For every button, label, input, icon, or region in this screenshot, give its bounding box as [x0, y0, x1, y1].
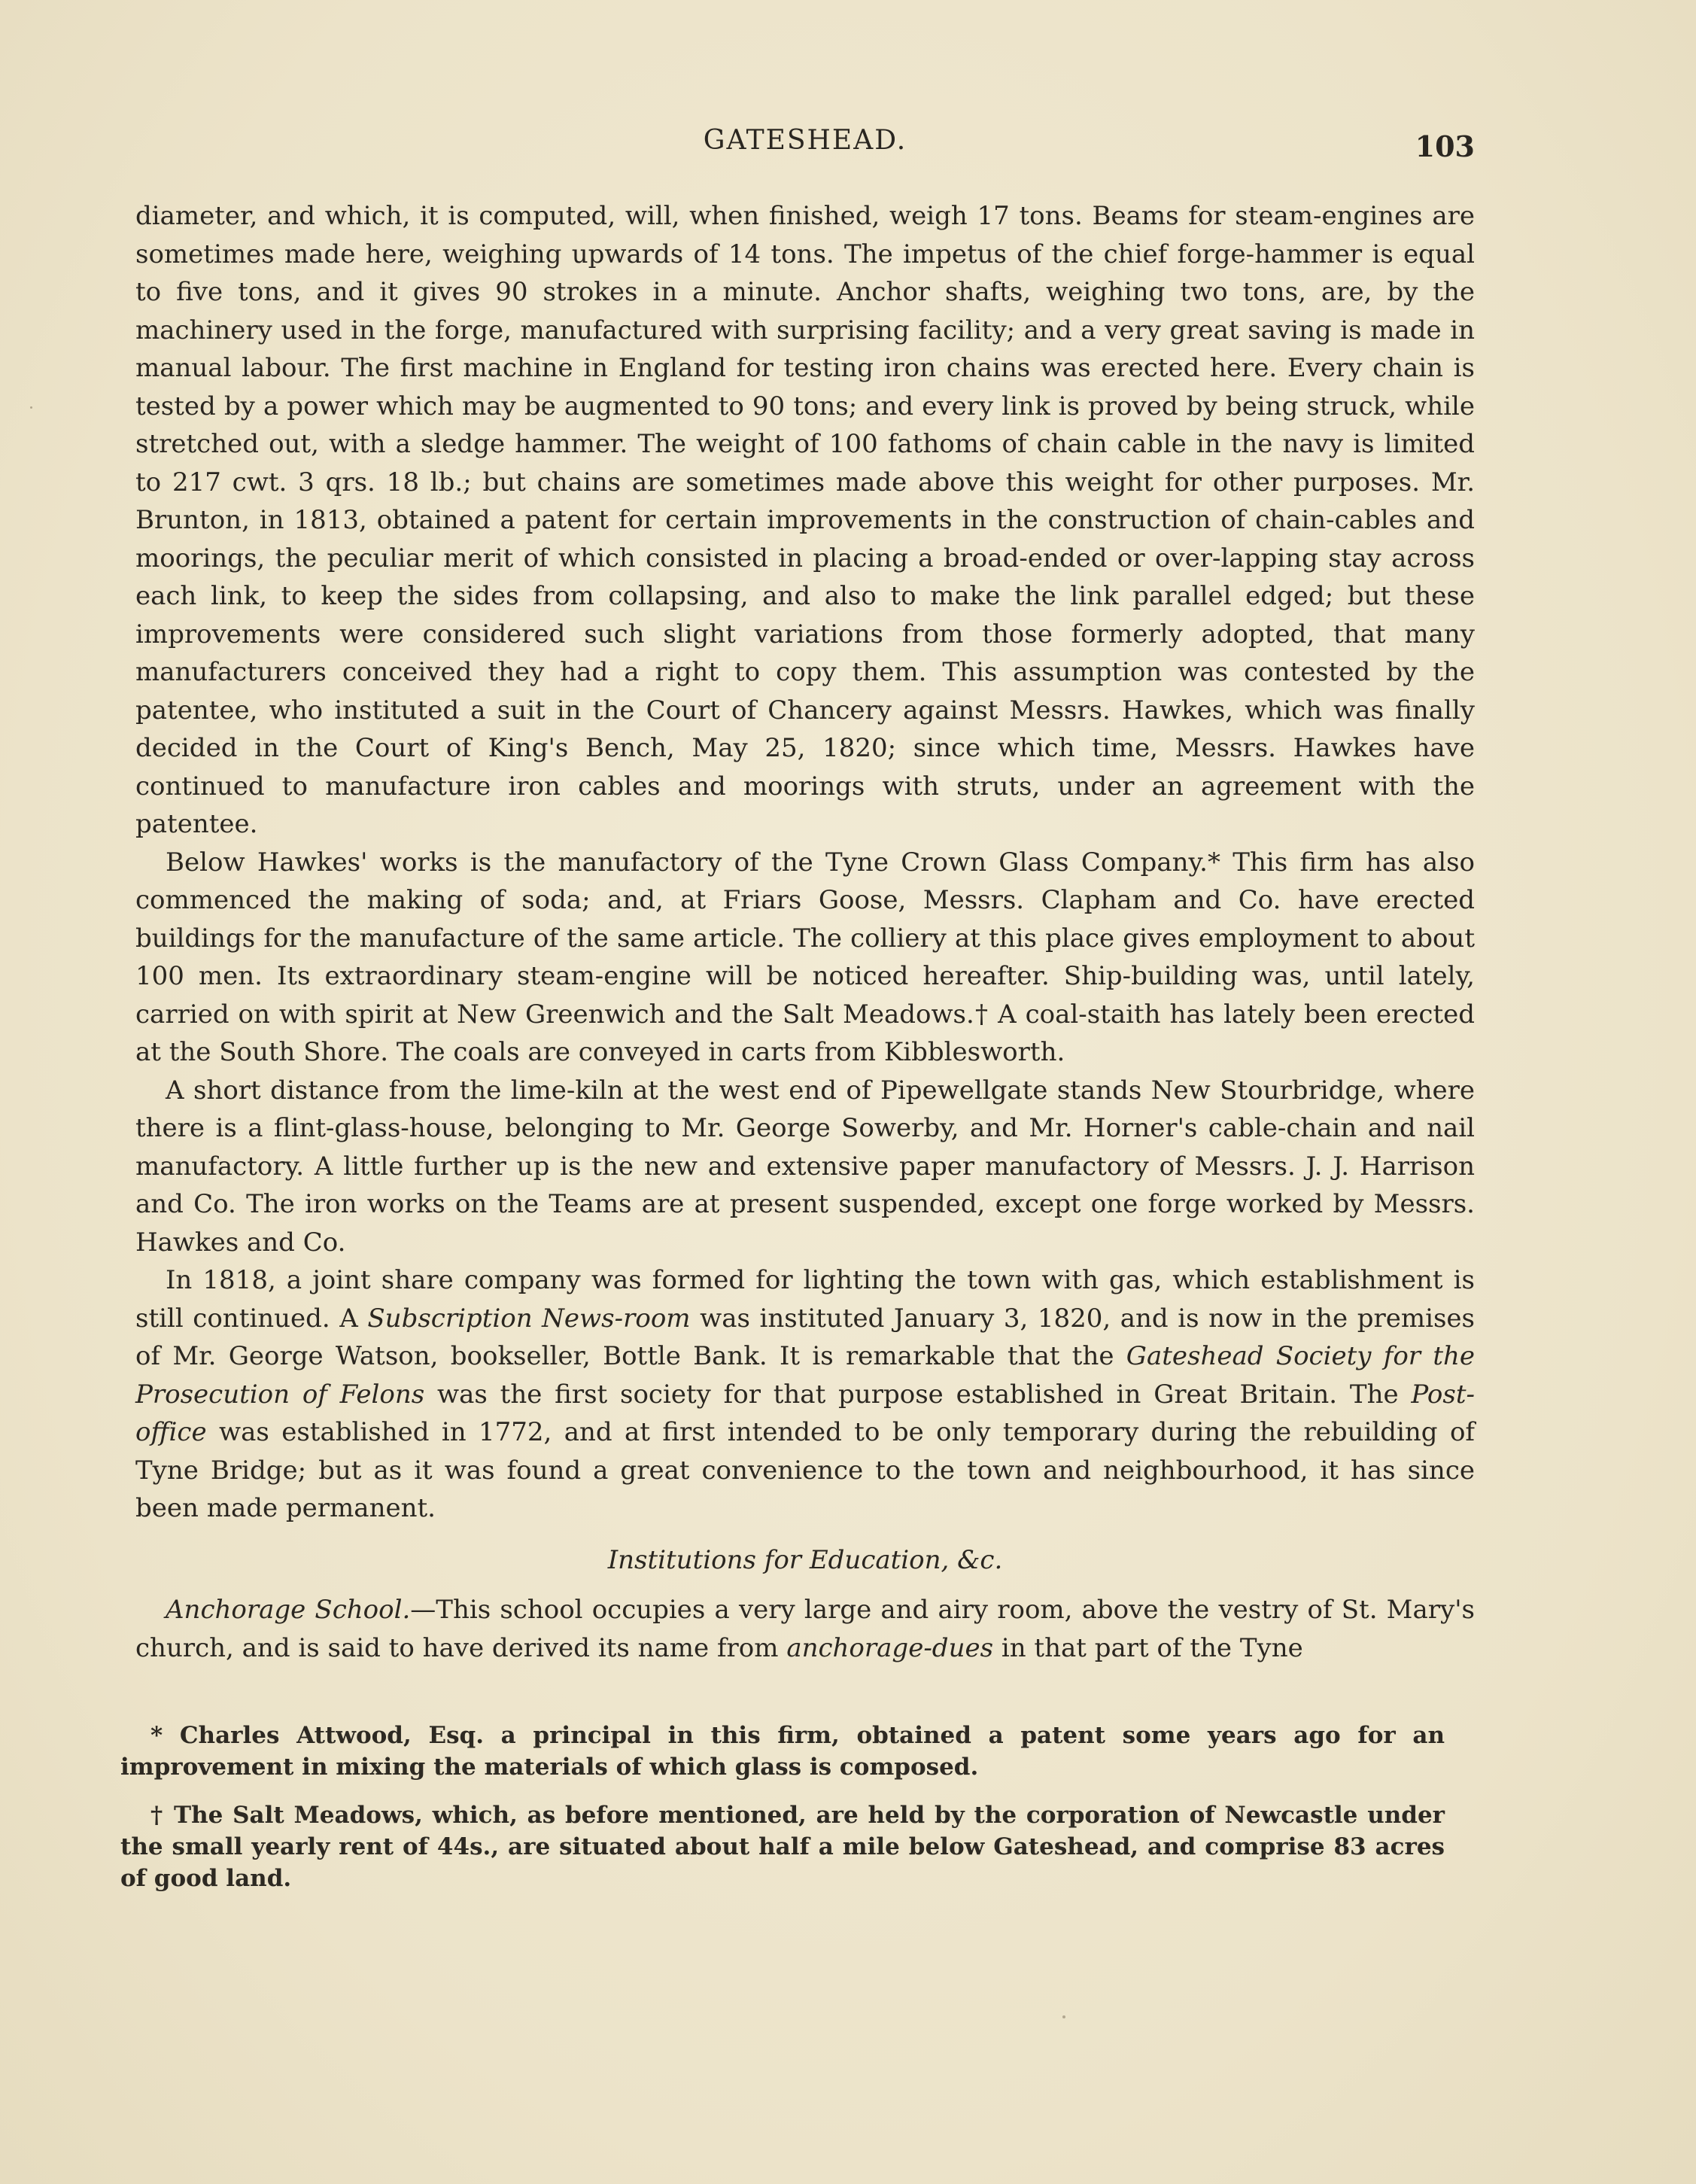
text-run: was the first society for that purpose established in Great Britain. The [424, 1379, 1412, 1410]
body-text [135, 197, 1475, 1667]
paper-speck [30, 406, 32, 409]
page-number: 103 [1415, 129, 1475, 163]
italic-post-office: Post-office [135, 1379, 1475, 1447]
italic-felons-society: Gateshead Society for the Prosecution of Felons [135, 1341, 1475, 1410]
footnote-attwood: * Charles Attwood, Esq. a principal in this firm, obtained a patent some years ago for an improvement in mixing the materials of which glass is composed. [120, 1722, 1445, 1781]
text-run: in that part of the Tyne [993, 1632, 1303, 1663]
paragraph-anchorage-school [135, 1591, 1475, 1667]
text-run: In 1818, a joint share company was formed for lighting the town with gas, which establishment is still continued. A [135, 1265, 1475, 1334]
text-run: —This school occupies a very large and airy room, above the vestry of St. Mary's church, and is said to have derived its name from [135, 1595, 1476, 1663]
footnotes [120, 1720, 1445, 1911]
italic-anchorage-dues: anchorage-dues [786, 1632, 994, 1663]
footnote-salt-meadows: † The Salt Meadows, which, as before mentioned, are held by the corporation of Newcastle under the small yearly rent of 44s., are situated about half a mile below Gateshead, and comprise 83 acres of good land. [120, 1802, 1445, 1892]
text-run: was established in 1772, and at first intended to be only temporary during the rebuilding of Tyne Bridge; but as it was found a great convenience to the town and neighbourhood, it has since been made permanent. [135, 1417, 1475, 1523]
italic-news-room: Subscription News-room [367, 1303, 691, 1334]
paragraph-forge: diameter, and which, it is computed, will, when finished, weigh 17 tons. Beams for steam-engines are sometimes made here, weighing upwards of 14 tons. The impetus of the chief forge-hammer is equal to five tons, and it gives 90 strokes in a minute. Anchor shafts, weighing two tons, are, by the machinery used in the forge, manufactured with surprising facility; and a very great saving is made in manual labour. The first machine in England for testing iron chains was erected here. Every chain is tested by a power which may be augmented to 90 tons; and every link is proved by being struck, while stretched out, with a sledge hammer. The weight of 100 fathoms of chain cable in the navy is limited to 217 cwt. 3 qrs. 18 lb.; but chains are sometimes made above this weight for other purposes. Mr. Brunton, in 1813, obtained a patent for certain improvements in the construction of chain-cables and moorings, the peculiar merit of which consisted in placing a broad-ended or over-lapping stay across each link, to keep the sides from collapsing, and also to make the link parallel edged; but these improvements were considered such slight variations from those formerly adopted, that many manufacturers conceived they had a right to copy them. This assumption was contested by the patentee, who instituted a suit in the Court of Chancery against Messrs. Hawkes, which was finally decided in the Court of King's Bench, May 25, 1820; since which time, Messrs. Hawkes have continued to manufacture iron cables and moorings with struts, under an agreement with the patentee. [135, 201, 1475, 839]
italic-anchorage-school: Anchorage School. [166, 1595, 411, 1625]
text-run: was instituted January 3, 1820, and is now in the premises of Mr. George Watson, bookseller, Bottle Bank. It is remarkable that the [135, 1303, 1475, 1371]
running-title: GATESHEAD. [703, 125, 907, 156]
section-heading: Institutions for Education, &c. [607, 1544, 1003, 1575]
paragraph-glass-company: Below Hawkes' works is the manufactory of the Tyne Crown Glass Company.* This firm has also commenced the making of soda; and, at Friars Goose, Messrs. Clapham and Co. have erected buildings for the manufacture of the same article. The colliery at this place gives employment to about 100 men. Its extraordinary steam-engine will be noticed hereafter. Ship-building was, until lately, carried on with spirit at New Greenwich and the Salt Meadows.† A coal-staith has lately been erected at the South Shore. The coals are conveyed in carts from Kibblesworth. [135, 847, 1475, 1067]
paragraph-gas-company [135, 1261, 1475, 1528]
paragraph-stourbridge: A short distance from the lime-kiln at the west end of Pipewellgate stands New Stourbridge, where there is a flint-glass-house, belonging to Mr. George Sowerby, and Mr. Horner's cable-chain and nail manufactory. A little further up is the new and extensive paper manufactory of Messrs. J. J. Harrison and Co. The iron works on the Teams are at present suspended, except one forge worked by Messrs. Hawkes and Co. [135, 1075, 1475, 1258]
paper-speck [1062, 2015, 1065, 2018]
running-head [135, 120, 1475, 166]
